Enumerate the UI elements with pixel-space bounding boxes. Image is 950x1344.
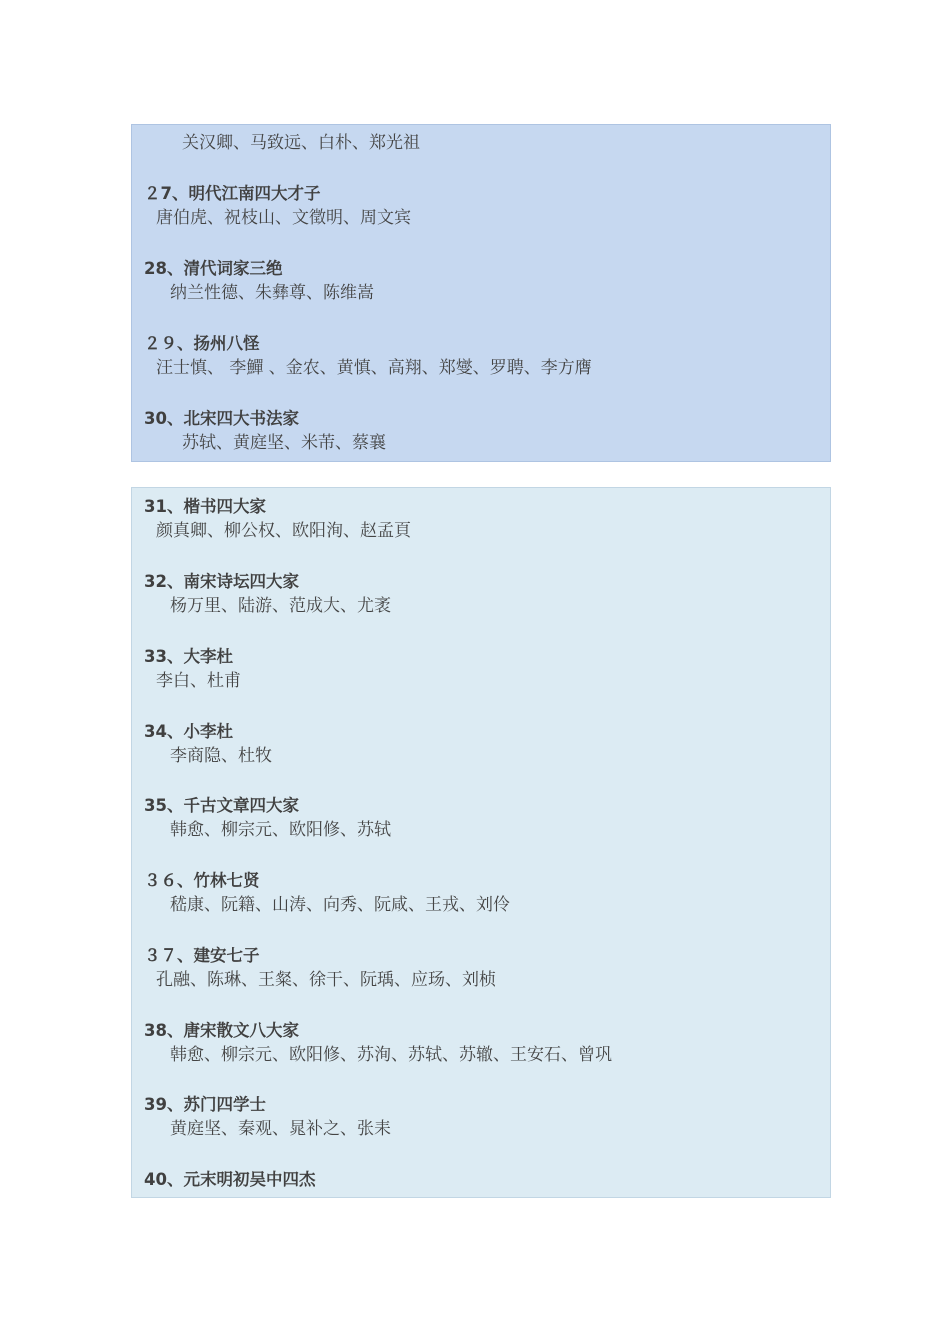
entry-title: 35、千古文章四大家 bbox=[144, 796, 299, 815]
entry-30 bbox=[144, 406, 814, 456]
entry-title: 34、小李杜 bbox=[144, 722, 233, 741]
entry-title: ３７、建安七子 bbox=[144, 946, 260, 965]
entry-31 bbox=[144, 494, 814, 544]
section-box-2 bbox=[131, 487, 831, 1198]
entry-names: 黄庭坚、秦观、晁补之、张耒 bbox=[170, 1119, 391, 1139]
entry-names: 唐伯虎、祝枝山、文徵明、周文宾 bbox=[156, 208, 411, 228]
entry-28 bbox=[144, 256, 814, 306]
entry-35 bbox=[144, 793, 814, 843]
entry-title: ３６、竹林七贤 bbox=[144, 871, 260, 890]
entry-29 bbox=[144, 331, 814, 381]
entry-names: 韩愈、柳宗元、欧阳修、苏洵、苏轼、苏辙、王安石、曾巩 bbox=[170, 1045, 612, 1065]
entry-names: 李白、杜甫 bbox=[156, 671, 241, 691]
entry-names: 苏轼、黄庭坚、米芾、蔡襄 bbox=[182, 433, 386, 453]
entry-27 bbox=[144, 181, 814, 231]
entry-34 bbox=[144, 719, 814, 769]
entry-title: 32、南宋诗坛四大家 bbox=[144, 572, 299, 591]
entry-names: 颜真卿、柳公权、欧阳洵、赵孟頁 bbox=[156, 521, 411, 541]
entry-title: 40、元末明初吴中四杰 bbox=[144, 1170, 316, 1189]
entry-names: 嵇康、阮籍、山涛、向秀、阮咸、王戎、刘伶 bbox=[170, 895, 510, 915]
entry-title: 39、苏门四学士 bbox=[144, 1095, 266, 1114]
entry-title: 30、北宋四大书法家 bbox=[144, 409, 299, 428]
entry-title: 38、唐宋散文八大家 bbox=[144, 1021, 299, 1040]
entry-32 bbox=[144, 569, 814, 619]
section-box-1 bbox=[131, 124, 831, 462]
entry-38 bbox=[144, 1018, 814, 1068]
entry-33 bbox=[144, 644, 814, 694]
entry-title: 31、楷书四大家 bbox=[144, 497, 266, 516]
entry-names: 关汉卿、马致远、白朴、郑光祖 bbox=[182, 133, 420, 153]
entry-36 bbox=[144, 868, 814, 918]
entry-title: 28、清代词家三绝 bbox=[144, 259, 283, 278]
entry-names: 杨万里、陆游、范成大、尤袤 bbox=[170, 596, 391, 616]
entry-39 bbox=[144, 1092, 814, 1142]
entry-names: 李商隐、杜牧 bbox=[170, 746, 272, 766]
entry-names: 纳兰性德、朱彝尊、陈维嵩 bbox=[170, 283, 374, 303]
entry-40 bbox=[144, 1167, 814, 1192]
entry-26-continuation bbox=[144, 131, 814, 156]
entry-names: 孔融、陈琳、王粲、徐干、阮瑀、应玚、刘桢 bbox=[156, 970, 496, 990]
entry-names: 韩愈、柳宗元、欧阳修、苏轼 bbox=[170, 820, 391, 840]
entry-names: 汪士慎、 李鱓 、金农、黄慎、高翔、郑燮、罗聘、李方膺 bbox=[156, 358, 592, 378]
entry-title: ２7、明代江南四大才子 bbox=[144, 184, 321, 203]
entry-title: ２９、扬州八怪 bbox=[144, 334, 260, 353]
entry-title: 33、大李杜 bbox=[144, 647, 233, 666]
entry-37 bbox=[144, 943, 814, 993]
